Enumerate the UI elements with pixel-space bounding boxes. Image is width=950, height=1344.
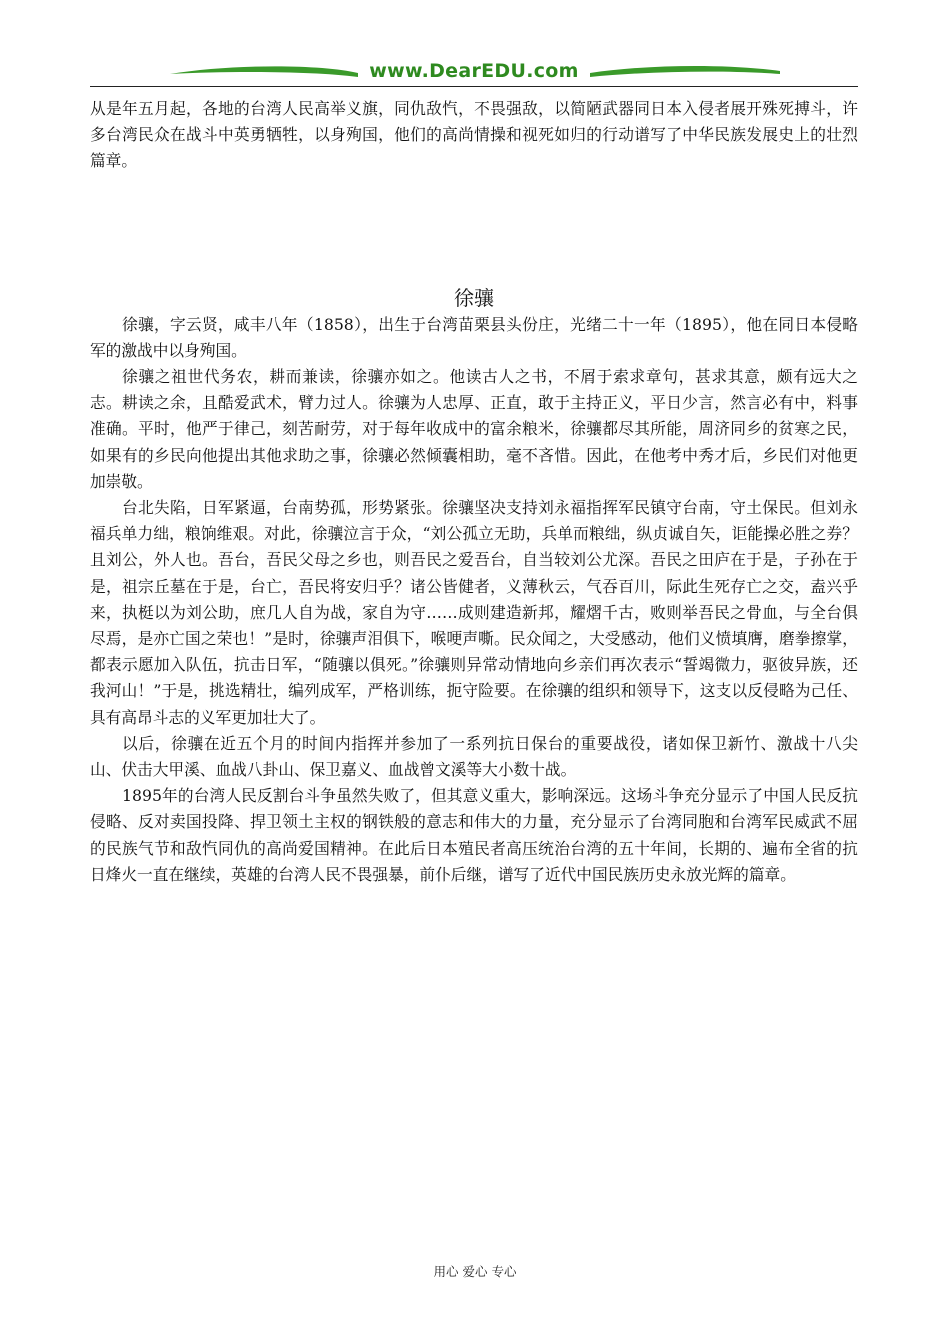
header-divider bbox=[90, 86, 858, 87]
section-title: 徐骧 bbox=[454, 285, 494, 310]
body-paragraph: 1895年的台湾人民反割台斗争虽然失败了，但其意义重大，影响深远。这场斗争充分显示了中国人民反抗侵略、反对卖国投降、捍卫领土主权的钢铁般的意志和伟大的力量，充分显示了台湾同胞和台湾军民威武不屈的民族气节和敌忾同仇的高尚爱国精神。在此后日本殖民者高压统治台湾的五十年间，长期的、遍布全省的抗日烽火一直在继续，英雄的台湾人民不畏强暴，前仆后继，谱写了近代中国民族历史永放光辉的篇章。 bbox=[90, 786, 858, 884]
body-paragraph: 台北失陷，日军紧逼，台南势孤，形势紧张。徐骧坚决支持刘永福指挥军民镇守台南，守土保民。但刘永福兵单力绌，粮饷维艰。对此，徐骧泣言于众，“刘公孤立无助，兵单而粮绌，纵贞诚自矢，讵能操必胜之券？且刘公，外人也。吾台，吾民父母之乡也，则吾民之爱吾台，自当较刘公尤深。吾民之田庐在于是，子孙在于是，祖宗丘墓在于是，台亡，吾民将安归乎？诸公皆健者，义薄秋云，气吞百川，际此生死存亡之交，盍兴乎来，执梃以为刘公助，庶几人自为战，家自为守……成则建造新邦，耀熠千古，败则举吾民之骨血，与全台俱尽焉，是亦亡国之荣也！”是时，徐骧声泪俱下，喉哽声嘶。民众闻之，大受感动，他们义愤填膺，磨拳擦掌，都表示愿加入队伍，抗击日军，“随骧以俱死。”徐骧则异常动情地向乡亲们再次表示“誓竭微力，驱彼异族，还我河山！”于是，挑选精壮，编列成军，严格训练，扼守险要。在徐骧的组织和领导下，这支以反侵略为己任、具有高昂斗志的义军更加壮大了。 bbox=[90, 498, 858, 727]
body-paragraph: 徐骧之祖世代务农，耕而兼读，徐骧亦如之。他读古人之书，不屑于索求章句，甚求其意，颇有远大之志。耕读之余，且酷爱武术，臂力过人。徐骧为人忠厚、正直，敢于主持正义，平日少言，然言必有中，料事准确。平时，他严于律己，刻苦耐劳，对于每年收成中的富余粮米，徐骧都尽其所能，周济同乡的贫寒之民，如果有的乡民向他提出其他求助之事，徐骧必然倾囊相助，毫不吝惜。因此，在他考中秀才后，乡民们对他更加崇敬。 bbox=[90, 367, 858, 491]
page-footer: 用心 爱心 专心 bbox=[433, 1264, 517, 1279]
body-paragraph: 以后，徐骧在近五个月的时间内指挥并参加了一系列抗日保台的重要战役，诸如保卫新竹、激战十八尖山、伏击大甲溪、血战八卦山、保卫嘉义、血战曾文溪等大小数十战。 bbox=[90, 733, 858, 780]
body-paragraph: 徐骧，字云贤，咸丰八年（1858），出生于台湾苗栗县头份庄，光绪二十一年（1895），他在同日本侵略军的激战中以身殉国。 bbox=[90, 314, 858, 360]
section-spacer bbox=[90, 175, 858, 284]
document-body bbox=[90, 96, 858, 888]
intro-paragraph: 从是年五月起，各地的台湾人民高举义旗，同仇敌忾，不畏强敌，以简陋武器同日本入侵者展开殊死搏斗，许多台湾民众在战斗中英勇牺牲，以身殉国，他们的高尚情操和视死如归的行动谱写了中华民族发展史上的壮烈篇章。 bbox=[90, 99, 858, 171]
site-logo-text: www.DearEDU.com bbox=[369, 60, 579, 82]
